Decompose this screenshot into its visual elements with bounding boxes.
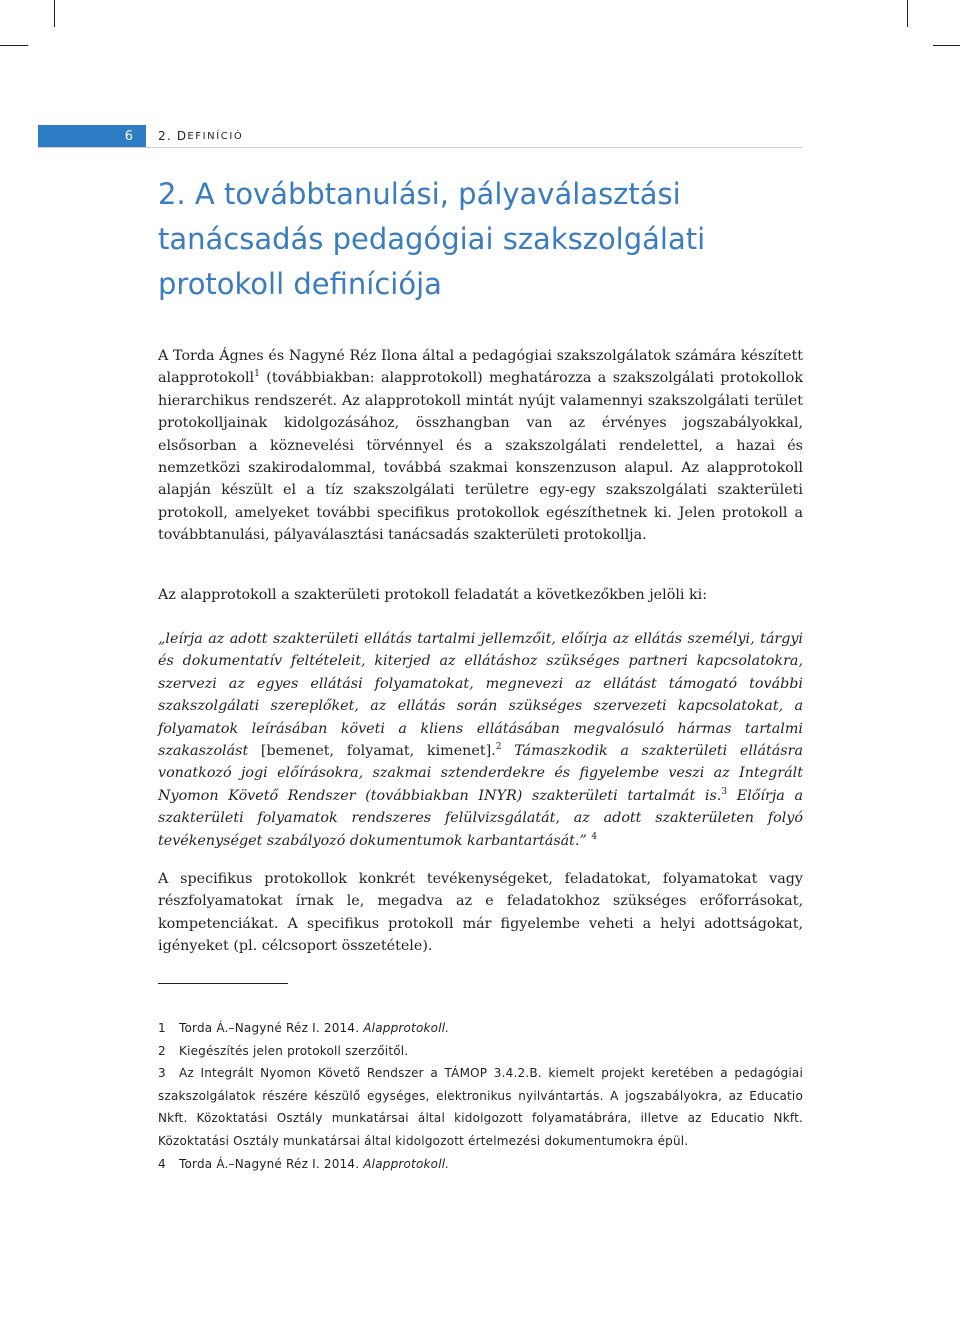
running-head-smallcaps: EFINÍCIÓ <box>187 130 244 142</box>
running-head <box>146 125 243 147</box>
quotation <box>158 628 803 852</box>
paragraph-lead: Az alapprotokoll a szakterületi protokoll feladatát a következőkben jelöli ki: <box>158 587 708 603</box>
quote-text: Támaszkodik a szakterületi ellátásra vonatkozó jogi előírásokra, szakmai sztenderdekre és figyelembe veszi az Integrált Nyomon Követő Rendszer (továbbiakban INYR) szakterületi tartalmát is. <box>158 743 803 804</box>
running-head-initial: D <box>176 129 188 143</box>
footnote-item <box>158 1017 803 1040</box>
footnote-italic: Alapprotokoll. <box>363 1021 450 1035</box>
footnote-text: Az Integrált Nyomon Követő Rendszer a TÁMOP 3.4.2.B. kiemelt projekt keretében a pedagógiai szakszolgálatok részére készülő egységes, elektronikus nyilvántartás. A jogszabályokra, az Educatio Nkft. Közoktatási Osztály munkatársai által kidolgozott folyamatábrára, illetve az Educatio Nkft. Közoktatási Osztály munkatársai által kidolgozott értelmezési dokumentumokra épül. <box>158 1066 803 1148</box>
quote-bracket: [bemenet, folyamat, kimenet]. <box>248 743 496 760</box>
footnote-ref[interactable]: 2 <box>495 742 502 753</box>
crop-mark <box>907 0 908 27</box>
paragraph-text: A Torda Ágnes és Nagyné Réz Ilona által a pedagógiai szakszolgálatok számára készített alapprotokoll <box>158 348 803 387</box>
footnotes <box>158 1017 803 1175</box>
footnote-ref[interactable]: 4 <box>591 831 598 842</box>
footnote-ref[interactable]: 3 <box>721 786 728 797</box>
footnote-number: 1 <box>158 1021 166 1035</box>
footnote-text: Torda Á.–Nagyné Réz I. 2014. <box>179 1156 364 1171</box>
running-header <box>38 125 802 148</box>
footnote-item <box>158 1062 803 1152</box>
footnote-text: Torda Á.–Nagyné Réz I. 2014. <box>179 1021 364 1035</box>
chapter-title: 2. A továbbtanulási, pályaválasztási tanácsadás pedagógiai szakszolgálati protokoll definíciója <box>158 177 706 301</box>
footnote-text: Kiegészítés jelen protokoll szerzőitől. <box>179 1043 409 1058</box>
footnote-item <box>158 1040 803 1063</box>
crop-mark <box>933 45 960 46</box>
running-head-number: 2. <box>158 129 172 143</box>
footnote-divider <box>158 983 288 984</box>
paragraph-intro <box>158 345 803 547</box>
footnote-item <box>158 1153 803 1176</box>
footnote-italic: Alapprotokoll. <box>363 1156 450 1171</box>
page-number: 6 <box>38 125 146 147</box>
quote-text: „leírja az adott szakterületi ellátás tartalmi jellemzőit, előírja az ellátás személyi, tárgyi és dokumentatív feltételeit, kiterjed az ellátáshoz szükséges partneri kapcsolatokra, szervezi az egyes ellátási folyamatokat, megnevezi az ellátást támogató további szakszolgálati szereplőket, az ellátás során szükséges szervezeti kapcsolatokat, a folyamatok leírásában követi a kliens ellátásában megvalósuló hármas tartalmi szakaszolást <box>158 631 803 760</box>
paragraph-specific: A specifikus protokollok konkrét tevékenységeket, feladatokat, folyamatokat vagy részfolyamatokat írnak le, megadva az e feladatokhoz szükséges erőforrásokat, kompetenciákat. A specifikus protokoll már figyelembe veheti a helyi adottságokat, igényeket (pl. célcsoport összetétele). <box>158 871 803 955</box>
footnote-number: 3 <box>158 1066 166 1081</box>
crop-mark <box>0 45 28 46</box>
quote-text: Előírja a szakterületi folyamatok rendszeres felülvizsgálatát, az adott szakterületen folyó tevékenységet szabályozó dokumentumok karbantartását.” <box>158 787 804 849</box>
footnote-number: 4 <box>158 1156 166 1171</box>
crop-mark <box>54 0 55 27</box>
footnote-number: 2 <box>158 1043 166 1058</box>
footnote-ref[interactable]: 1 <box>254 369 260 380</box>
paragraph-text: (továbbiakban: alapprotokoll) meghatározza a szakszolgálati protokollok hierarchikus rendszerét. Az alapprotokoll mintát nyújt valamennyi szakszolgálati terület protokolljainak kidolgozásához, összhangban van az érvényes jogszabályokkal, elsősorban a köznevelési törvénnyel és a szakszolgálati rendelettel, a hazai és nemzetközi szakirodalommal, továbbá szakmai konszenzuson alapul. Az alapprotokoll alapján készült el a tíz szakszolgálati területre egy-egy szakszolgálati szakterületi protokoll, amelyeket további specifikus protokollok egészíthetnek ki. Jelen protokoll a továbbtanulási, pályaválasztási tanácsadás szakterületi protokollja. <box>158 370 803 544</box>
